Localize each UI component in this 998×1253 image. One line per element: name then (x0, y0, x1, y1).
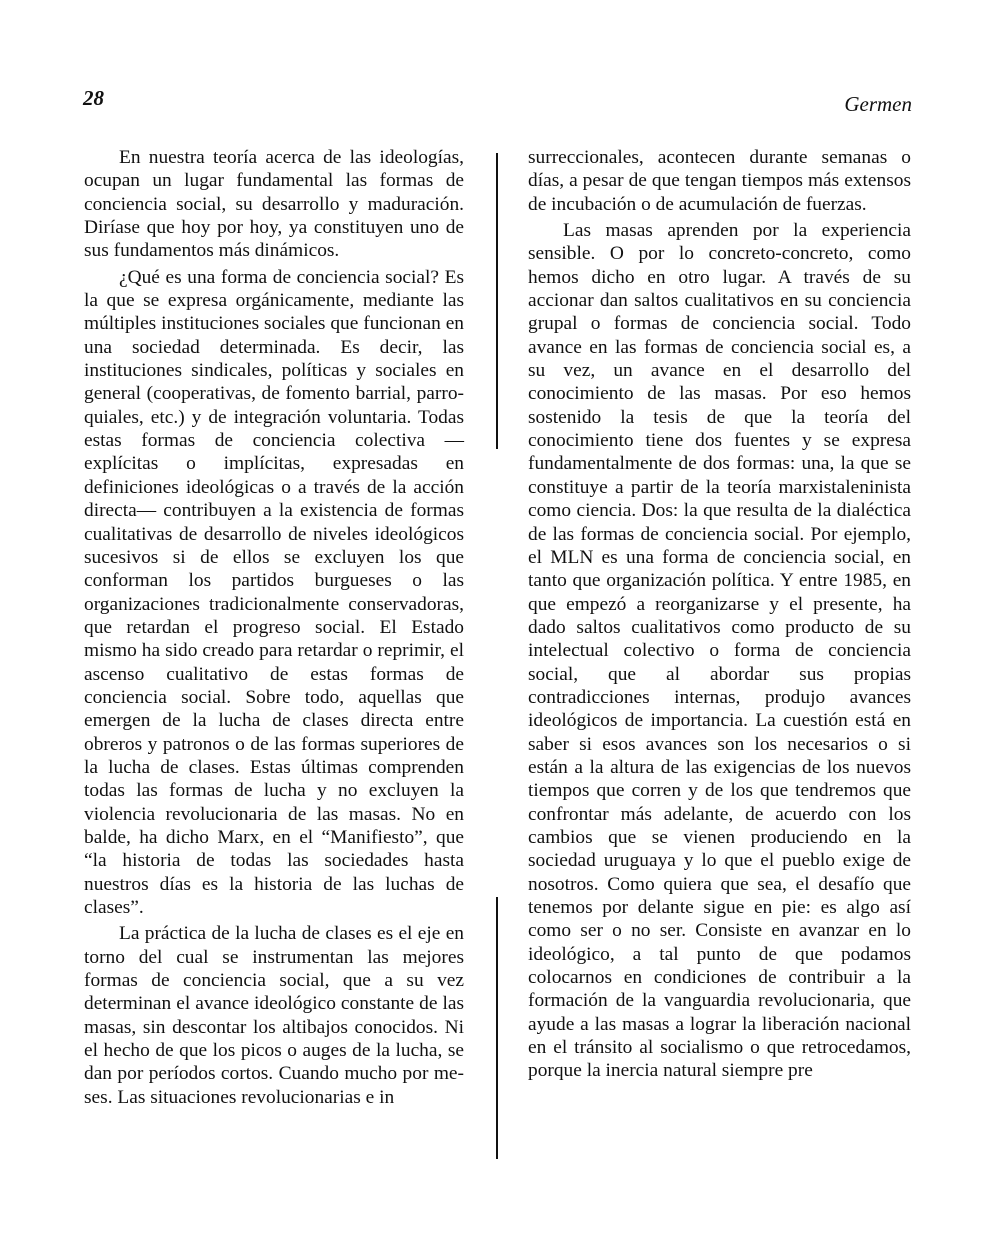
running-head: Germen (844, 92, 912, 116)
paragraph: Las masas aprenden por la experiencia sensible. O por lo concreto-concreto, como hemos dicho en otro lugar. A través de su accionar dan saltos cualitativos en su conciencia grupal o formas de conciencia social. Todo avance en las formas de conciencia social es, a su vez, un avance en el desarrollo del conocimiento de las masas. Por eso hemos sostenido la tesis de que la teoría del conocimiento tiene dos fuentes y se expresa fundamentalmente de dos formas: una, la que se constituye a partir de la teoría marxistaleninista como ciencia. Dos: la que resulta de la dialéctica de las formas de conciencia social. Por ejemplo, el MLN es una forma de conciencia social, en tanto que organización política. Y entre 1985, en que empezó a reorganizarse y el presente, ha dado saltos cualitativos como producto de su intelectual colectivo o forma de conciencia social, que al abordar sus propias contradicciones internas, produjo avances ideológicos de importancia. La cuestión está en saber si esos avances son los necesarios o si están a la altura de las exigencias de los nuevos tiempos que corren y de los que tendremos que confrontar más adelante, de acuerdo con los cambios que se vienen produciendo en la sociedad uruguaya y lo que el pueblo exige de nosotros. Como quiera que sea, el desafío que tenemos por delante sigue en pie: es algo así como ser o no ser. Consiste en avanzar en lo ideológico, a tal punto de que podamos colocarnos en condiciones de contribuir a la formación de la vanguardia revolucionaria, que ayude a las masas a lograr la liberación nacional en el tránsito al socialismo o que retrocedamos, porque la inercia natural siempre pre (528, 220, 911, 1082)
paragraph: La práctica de la lucha de clases es el eje en torno del cual se instrumentan las mejores formas de conciencia social, que a su vez determinan el avance ideológico constante de las masas, sin descontar los altibajos conocidos. Ni el hecho de que los picos o auges de la lucha, se dan por períodos cortos. Cuando mucho por meses. Las situaciones revolucionarias e in (84, 923, 464, 1108)
paragraph: ¿Qué es una forma de conciencia social? Es la que se expresa orgánicamente, mediante las múltiples instituciones sociales que funcionan en una sociedad determinada. Es decir, las instituciones sindicales, políticas y sociales en general (cooperativas, de fomento barrial, parroquiales, etc.) y de integración voluntaria. Todas estas formas de conciencia colectiva —explícitas o implícitas, expresadas en definiciones ideológicas o a través de la acción directa— contribuyen a la existencia de formas cualitativas de desarrollo de niveles ideológicos sucesivos si de ellos se excluyen los que conforman los partidos burgueses o las organizaciones tradicionalmente conservadoras, que retardan el progreso social. El Estado mismo ha sido creado para retardar o reprimir, el ascenso cualitativo de estas formas de conciencia social. Sobre todo, aquellas que emergen de la lucha de clases directa entre obreros y patronos o de las formas superiores de la lucha de clases. Estas últimas comprenden todas las formas de lucha y no excluyen la violencia revolucionaria de las masas. No en balde, ha dicho Marx, en el “Manifiesto”, que “la historia de todas las sociedades hasta nuestros días es la historia de las luchas de clases”. (84, 266, 464, 918)
left-column (84, 146, 464, 1109)
column-rule-top (496, 153, 498, 449)
page-number: 28 (83, 86, 104, 110)
paragraph: En nuestra teoría acerca de las ideologías, ocupan un lugar fundamental las formas de conciencia social, su desarrollo y maduración. Diríase que hoy por hoy, ya constituyen uno de sus fundamentos más dinámicos. (84, 147, 464, 262)
paragraph: surreccionales, acontecen durante semanas o días, a pesar de que tengan tiempos más extensos de incubación o de acumulación de fuerzas. (528, 147, 911, 215)
right-column (528, 146, 911, 1083)
column-rule-bottom (496, 897, 498, 1159)
